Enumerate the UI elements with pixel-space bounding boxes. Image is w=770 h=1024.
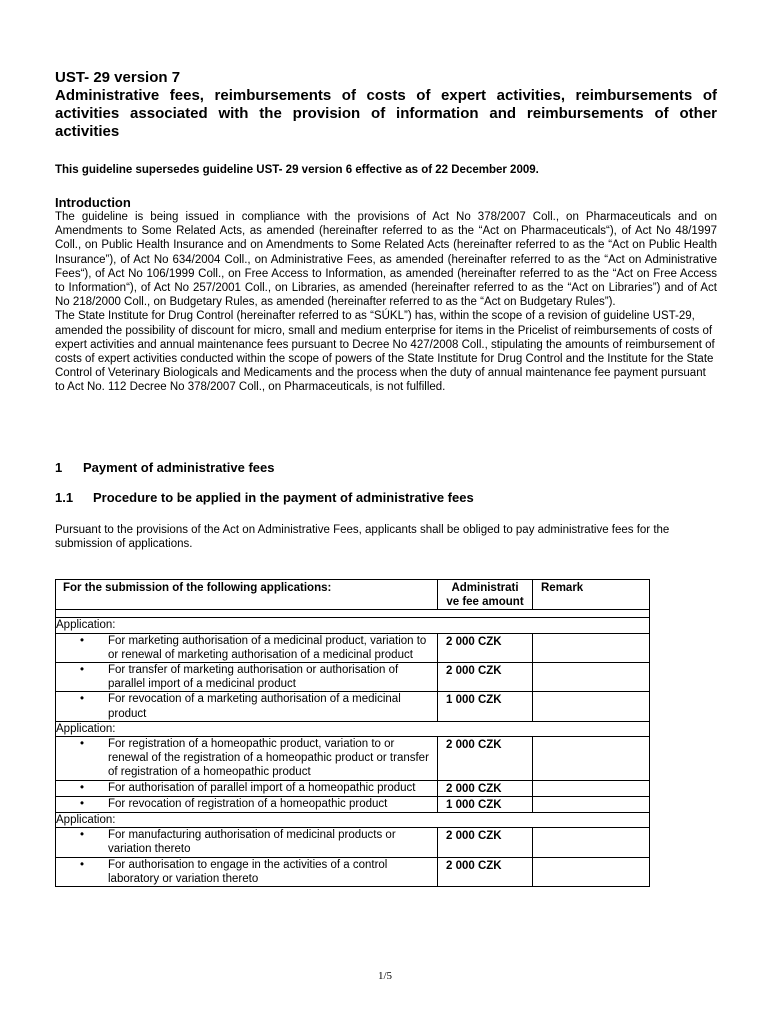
application-description [56,737,438,781]
fee-amount: 2 000 CZK [438,828,533,857]
fee-amount: 2 000 CZK [438,780,533,796]
title-main: Administrative fees, reimbursements of costs of expert activities, reimbursements of activities associated with the provision of information and reimbursements of other activities [55,87,717,140]
table-header-row [56,580,650,610]
remark-cell [533,780,650,796]
application-text: For manufacturing authorisation of medicinal products or variation thereto [108,829,396,856]
introduction-paragraph-2: The State Institute for Drug Control (hereinafter referred to as “SÚKL”) has, within the scope of a revision of guideline UST-29, amended the possibility of discount for micro, small and medium enterprise for items in the Pricelist of reimbursements of costs of expert activities and annual maintenance fees pursuant to Decree No 427/2008 Coll., stipulating the amounts of reimbursement of costs of expert activities conducted within the scope of powers of the State Institute for Drug Control and the Institute for the State Control of Veterinary Biologicals and Medicaments and the process when the duty of annual maintenance fee payment pursuant to Act No. 112 Decree No 378/2007 Coll., on Pharmaceuticals, is not fulfilled. [55,310,715,394]
fees-table-body [56,618,650,887]
fee-amount: 2 000 CZK [438,633,533,662]
table-row [56,796,650,812]
introduction-paragraph-1: The guideline is being issued in compliance with the provisions of Act No 378/2007 Coll., on Pharmaceuticals and on Amendments to Some Related Acts, as amended (hereinafter referred to as the “Act on Pharmaceuticals“), of Act No 48/1997 Coll., on Public Health Insurance and on Amendments to Some Related Acts (hereinafter referred to as the “Act on Public Health Insurance”), of Act No 634/2004 Coll., on Administrative Fees, as amended (hereinafter referred to as the “Act on Administrative Fees“), of Act No 106/1999 Coll., on Free Access to Information, as amended (hereinafter referred to as the “Act on Free Access to Information“), of Act No 257/2001 Coll., on Libraries, as amended (hereinafter referred to as the “Act on Libraries”) and of Act No 218/2000 Coll., on Budgetary Rules, as amended (hereinafter referred to as the “Act on Budgetary Rules”). [55,211,717,309]
fee-amount: 1 000 CZK [438,692,533,721]
application-description [56,780,438,796]
application-description [56,857,438,886]
remark-cell [533,857,650,886]
application-description [56,633,438,662]
fee-amount: 1 000 CZK [438,796,533,812]
table-group-row [56,721,650,736]
remark-cell [533,663,650,692]
application-description [56,692,438,721]
fee-amount: 2 000 CZK [438,857,533,886]
bullet-icon: • [79,858,85,871]
application-text: For marketing authorisation of a medicinal product, variation to or renewal of marketing authorisation of a medicinal product [108,634,427,661]
application-text: For registration of a homeopathic product, variation to or renewal of the registration of a homeopathic product or transfer of registration of a homeopathic product [108,738,429,779]
remark-cell [533,737,650,781]
table-group-row [56,618,650,633]
section-1-1-number: 1.1 [55,490,74,505]
title-version: UST- 29 version 7 [55,69,181,86]
bullet-icon: • [79,693,85,706]
remark-cell [533,796,650,812]
table-row [56,692,650,721]
application-text: For authorisation to engage in the activities of a control laboratory or variation thereto [108,858,388,885]
table-row [56,780,650,796]
table-row [56,633,650,662]
table-row [56,737,650,781]
remark-cell [533,828,650,857]
table-row [56,857,650,886]
bullet-icon: • [79,797,85,810]
fees-table [55,579,650,887]
section-1-number: 1 [55,460,63,475]
page-number: 1/5 [377,970,393,982]
table-row [56,663,650,692]
section-1-title: Payment of administrative fees [83,460,275,475]
bullet-icon: • [79,781,85,794]
application-text: For revocation of a marketing authorisation of a medicinal product [108,693,401,720]
remark-cell [533,633,650,662]
bullet-icon: • [79,664,85,677]
bullet-icon: • [79,738,85,751]
fee-amount: 2 000 CZK [438,737,533,781]
group-label: Application: [56,618,650,633]
bullet-icon: • [79,829,85,842]
fee-amount: 2 000 CZK [438,663,533,692]
table-row [56,828,650,857]
application-text: For revocation of registration of a homeopathic product [108,797,388,810]
document-page [55,69,717,885]
application-description [56,828,438,857]
section-1-heading [55,460,274,475]
application-description [56,663,438,692]
application-description [56,796,438,812]
table-group-row [56,813,650,828]
supersedes-note: This guideline supersedes guideline UST- 29 version 6 effective as of 22 December 2009. [55,164,539,176]
group-label: Application: [56,813,650,828]
header-remark: Remark [533,580,650,610]
application-text: For authorisation of parallel import of a homeopathic product [108,781,416,794]
introduction-heading: Introduction [55,195,131,210]
group-label: Application: [56,721,650,736]
section-1-1-title: Procedure to be applied in the payment of administrative fees [93,490,474,505]
section-1-1-text: Pursuant to the provisions of the Act on Administrative Fees, applicants shall be obliged to pay administrative fees for the submission of applications. [55,524,670,551]
application-text: For transfer of marketing authorisation or authorisation of parallel import of a medicinal product [108,664,399,691]
remark-cell [533,692,650,721]
section-1-1-heading [55,490,474,505]
header-fee-amount: Administrati ve fee amount [438,580,533,610]
header-applications: For the submission of the following applications: [56,580,438,610]
bullet-icon: • [79,634,85,647]
document-title [55,69,717,141]
